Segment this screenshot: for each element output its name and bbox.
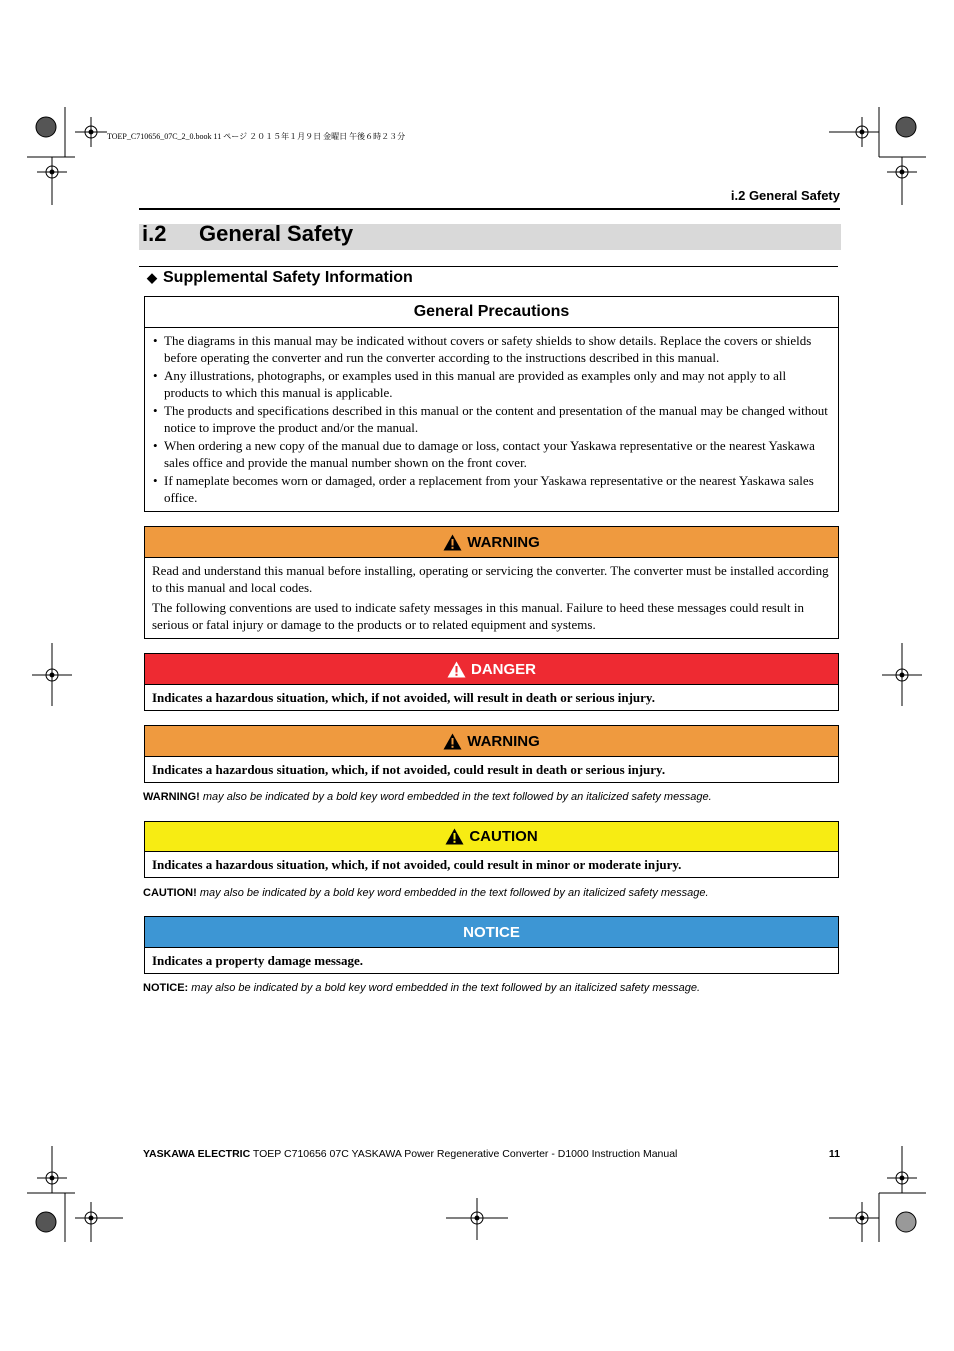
list-item: • The diagrams in this manual may be indicated without covers or safety shields to show details. Replace the covers or shields before operating the converter and run the converter according to the instructions described in this manual. xyxy=(152,332,831,366)
notice-note-keyword: NOTICE: xyxy=(143,982,189,994)
subsection-heading xyxy=(147,269,413,287)
warning-text: Indicates a hazardous situation, which, if not avoided, could result in death or serious injury. xyxy=(152,762,666,777)
subsection-rule xyxy=(139,266,838,267)
warning-note-keyword: WARNING! xyxy=(143,791,200,803)
caution-header xyxy=(145,822,838,852)
print-info-line: TOEP_C710656_07C_2_0.book 11 ページ ２０１５年１月９日 金曜日 午後６時２３分 xyxy=(107,132,406,141)
warning-intro-label: WARNING xyxy=(467,533,540,551)
notice-label: NOTICE xyxy=(463,923,520,941)
page-footer xyxy=(143,1148,677,1160)
warning-intro-header xyxy=(145,527,838,558)
page-number: 11 xyxy=(828,1148,840,1160)
notice-header xyxy=(145,917,838,948)
section-title: General Safety xyxy=(199,221,354,246)
warning-label: WARNING xyxy=(467,732,540,750)
warning-intro-paragraph: Read and understand this manual before installing, operating or servicing the converter. The converter must be installed according to this manual and local codes. xyxy=(152,563,829,595)
danger-box xyxy=(144,653,839,711)
footer-document: TOEP C710656 07C YASKAWA Power Regenerative Converter - D1000 Instruction Manual xyxy=(252,1148,678,1160)
list-item: • The products and specifications described in this manual or the content and presentation of the manual may be changed without notice to improve the product and/or the manual. xyxy=(152,402,831,436)
caution-box xyxy=(144,821,839,878)
warning-triangle-icon xyxy=(445,828,464,845)
danger-header xyxy=(145,654,838,685)
warning-header xyxy=(145,726,838,757)
diamond-icon: ◆ xyxy=(147,270,157,285)
precautions-title: General Precautions xyxy=(413,303,570,320)
notice-box xyxy=(144,916,839,974)
warning-intro-paragraph: The following conventions are used to indicate safety messages in this manual. Failure to heed these messages could result in serious or fatal injury or damage to the products or to related equipment and systems. xyxy=(152,600,804,632)
precautions-list xyxy=(152,332,831,506)
warning-box xyxy=(144,725,839,783)
running-header: i.2 General Safety xyxy=(730,188,840,203)
notice-text: Indicates a property damage message. xyxy=(152,953,363,968)
danger-label: DANGER xyxy=(470,660,536,678)
caution-note-keyword: CAUTION! xyxy=(143,887,197,899)
warning-intro-box xyxy=(144,526,839,639)
caution-note-text: may also be indicated by a bold key word embedded in the text followed by an italicized safety message. xyxy=(199,887,709,899)
general-precautions-box xyxy=(144,296,839,512)
list-item: • When ordering a new copy of the manual due to damage or loss, contact your Yaskawa representative or the nearest Yaskawa sales office and provide the manual number shown on the front cover. xyxy=(152,437,831,471)
warning-triangle-icon xyxy=(443,534,462,551)
list-item: • Any illustrations, photographs, or examples used in this manual are provided as examples only and may not apply to all products to which this manual is applicable. xyxy=(152,367,831,401)
danger-text: Indicates a hazardous situation, which, if not avoided, will result in death or serious injury. xyxy=(152,690,655,705)
caution-label: CAUTION xyxy=(469,828,538,845)
caution-note xyxy=(143,887,709,899)
subsection-title: Supplemental Safety Information xyxy=(163,269,413,286)
section-number: i.2 xyxy=(142,221,167,246)
list-item: • If nameplate becomes worn or damaged, order a replacement from your Yaskawa representative or the nearest Yaskawa sales office. xyxy=(152,472,831,506)
precautions-header xyxy=(145,297,838,328)
warning-note-text: may also be indicated by a bold key word embedded in the text followed by an italicized safety message. xyxy=(202,791,712,803)
warning-triangle-icon xyxy=(443,733,462,750)
caution-text: Indicates a hazardous situation, which, if not avoided, could result in minor or moderate injury. xyxy=(152,857,682,872)
warning-note xyxy=(143,791,712,803)
notice-note xyxy=(143,982,700,994)
warning-triangle-icon xyxy=(447,661,466,678)
header-rule xyxy=(139,208,840,210)
notice-note-text: may also be indicated by a bold key word embedded in the text followed by an italicized safety message. xyxy=(191,982,701,994)
footer-brand: YASKAWA ELECTRIC xyxy=(143,1148,251,1160)
